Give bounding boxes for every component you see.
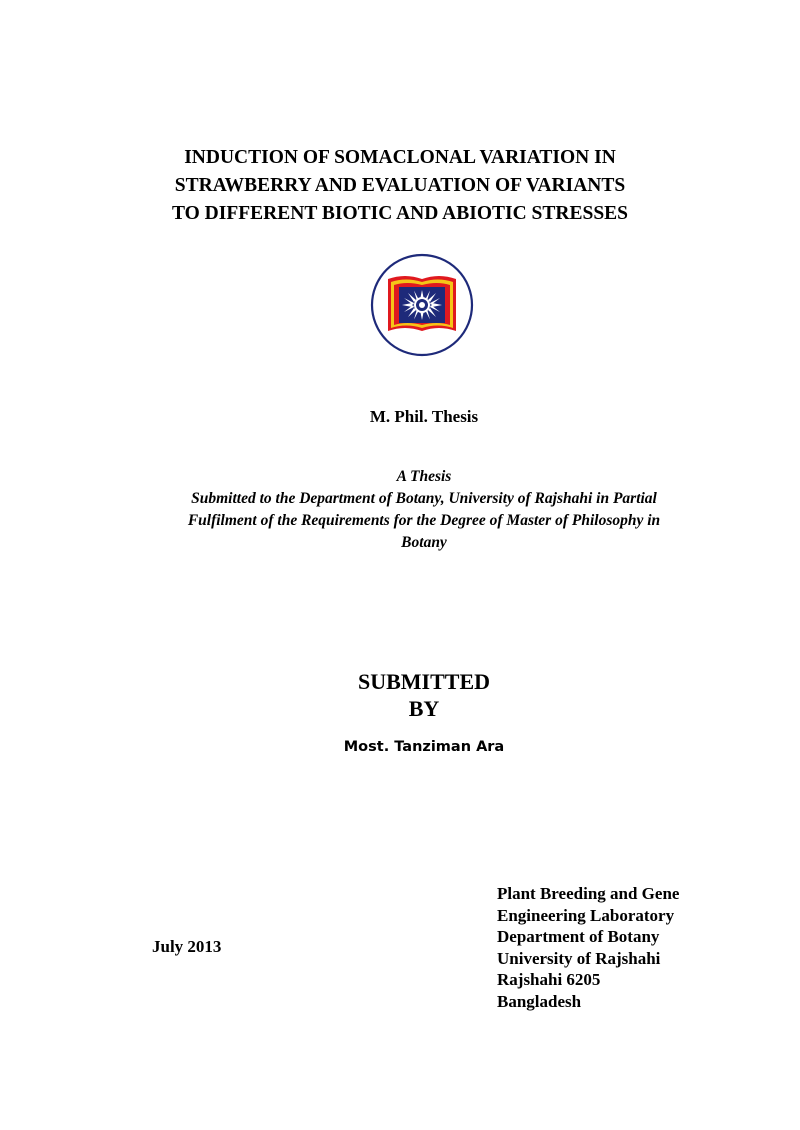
author-name: Most. Tanziman Ara bbox=[343, 739, 505, 755]
submission-line: Botany bbox=[401, 534, 447, 551]
title-line: STRAWBERRY AND EVALUATION OF VARIANTS bbox=[174, 175, 626, 196]
submission-line: A Thesis bbox=[396, 468, 452, 485]
university-of-rajshahi-emblem-icon bbox=[370, 253, 474, 357]
thesis-title bbox=[100, 144, 700, 228]
degree-type: M. Phil. Thesis bbox=[369, 407, 479, 426]
institution-address bbox=[497, 883, 679, 1012]
submitted-line: BY bbox=[408, 696, 440, 721]
submission-line: Fulfilment of the Requirements for the Degree of Master of Philosophy in bbox=[187, 512, 661, 529]
address-line: Engineering Laboratory bbox=[497, 905, 675, 925]
title-line: INDUCTION OF SOMACLONAL VARIATION IN bbox=[184, 147, 616, 168]
submission-statement bbox=[140, 466, 708, 554]
address-line: Plant Breeding and Gene bbox=[497, 884, 680, 903]
address-line: Rajshahi 6205 bbox=[497, 970, 601, 989]
submission-line: Submitted to the Department of Botany, University of Rajshahi in Partial bbox=[191, 490, 657, 507]
address-line: Department of Botany bbox=[497, 927, 660, 946]
title-line: TO DIFFERENT BIOTIC AND ABIOTIC STRESSES bbox=[171, 203, 629, 224]
submitted-by-heading bbox=[300, 668, 548, 722]
submission-date: July 2013 bbox=[152, 937, 222, 956]
submitted-line: SUBMITTED bbox=[357, 669, 491, 694]
address-line: Bangladesh bbox=[497, 991, 582, 1011]
address-line: University of Rajshahi bbox=[497, 948, 661, 968]
